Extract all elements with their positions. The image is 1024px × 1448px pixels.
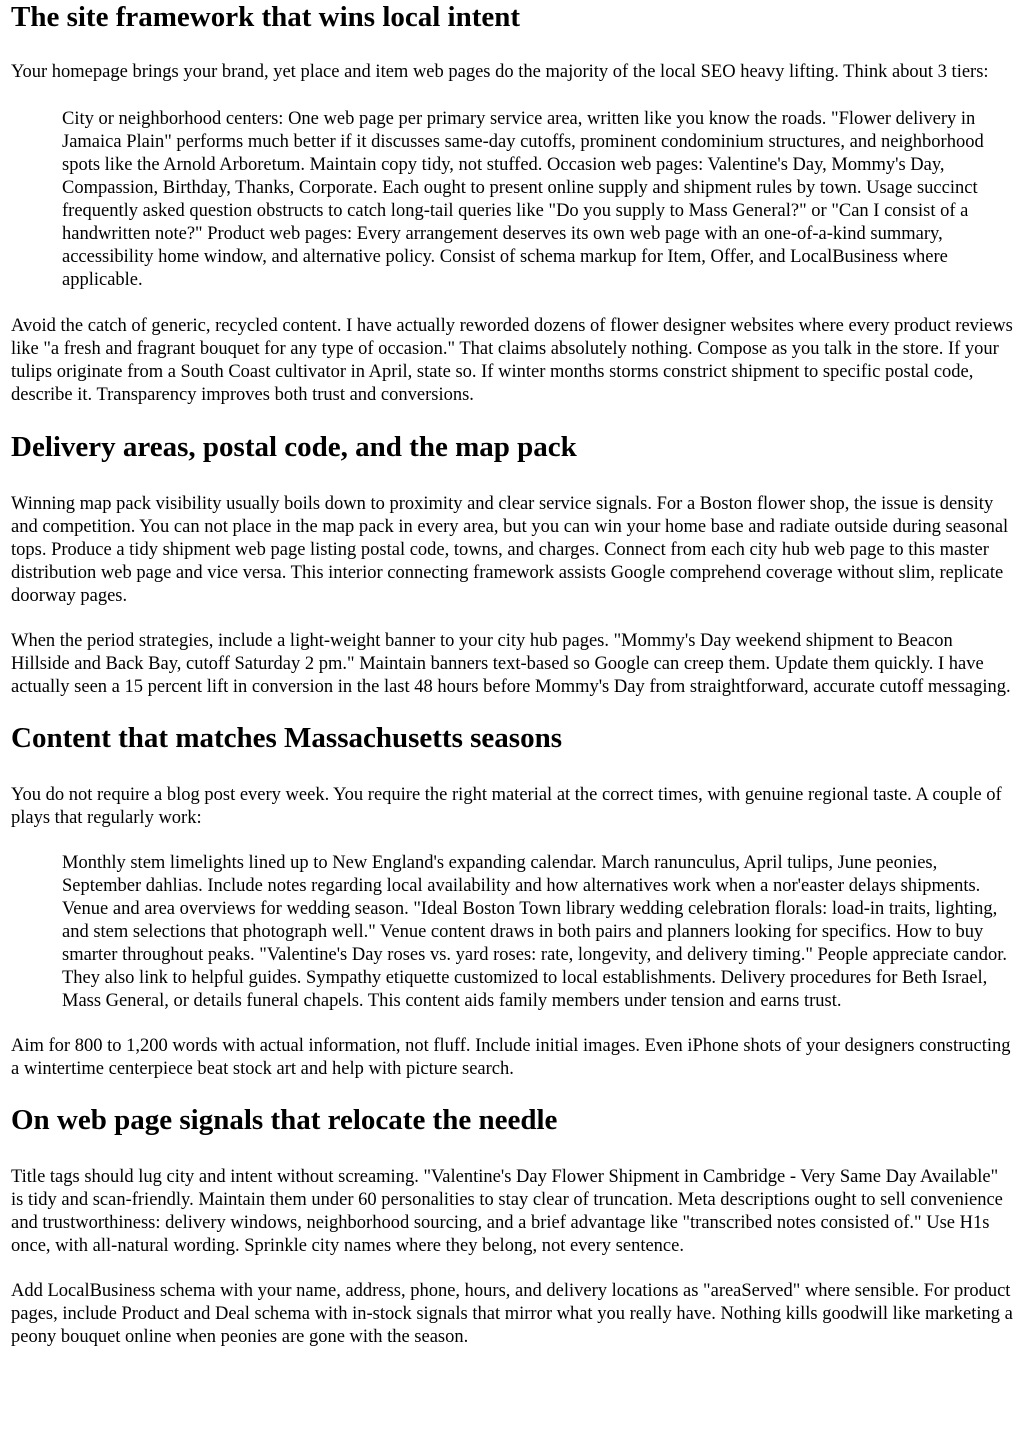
paragraph-schema: Add LocalBusiness schema with your name, address, phone, hours, and delivery locations as "areaServed" where sensible. For product pages, include Product and Deal schema with in-stock signals that mirror what you really have. Nothing kills goodwill like marketing a peony bouquet online when peonies are gone with the season. (11, 1281, 1013, 1347)
paragraph-map-pack: Winning map pack visibility usually boils down to proximity and clear service signals. For a Boston flower shop, the issue is density and competition. You can not place in the map pack in every area, but you can win your home base and radiate outside during seasonal tops. Produce a tidy shipment web page listing postal code, towns, and charges. Connect from each city hub web page to this master distribution web page and vice versa. This interior connecting framework assists Google comprehend coverage without slim, replicate doorway pages. (11, 494, 1009, 606)
section-heading-site-framework: The site framework that wins local intent (11, 1, 521, 33)
paragraph-word-count: Aim for 800 to 1,200 words with actual information, not fluff. Include initial images. Even iPhone shots of your designers constructing a wintertime centerpiece beat stock art and help with picture search. (11, 1036, 1011, 1079)
blockquote-site-tiers: City or neighborhood centers: One web page per primary service area, written like you know the roads. "Flower delivery in Jamaica Plain" performs much better if it discusses same-day cutoffs, prominent condominium structures, and neighborhood spots like the Arnold Arboretum. Maintain copy tidy, not stuffed. Occasion web pages: Valentine's Day, Mommy's Day, Compassion, Birthday, Thanks, Corporate. Each ought to present online supply and shipment rules by town. Usage succinct frequently asked question obstructs to catch long-tail queries like "Do you supply to Mass General?" or "Can I consist of a handwritten note?" Product web pages: Every arrangement deserves its own web page with an one-of-a-kind summary, accessibility home window, and alternative policy. Consist of schema markup for Item, Offer, and LocalBusiness where applicable. (62, 109, 984, 290)
section-heading-delivery-areas: Delivery areas, postal code, and the map pack (11, 431, 577, 463)
paragraph-generic-content: Avoid the catch of generic, recycled content. I have actually reworded dozens of flower designer websites where every product reviews like "a fresh and fragrant bouquet for any type of occasion." That claims absolutely nothing. Compose as you talk in the store. If your tulips originate from a South Coast cultivator in April, state so. If winter months storms constrict shipment to specific postal code, describe it. Transparency improves both trust and conversions. (11, 316, 1013, 405)
section-heading-seasonal-content: Content that matches Massachusetts seasons (11, 722, 562, 754)
blockquote-content-plays: Monthly stem limelights lined up to New England's expanding calendar. March ranunculus, April tulips, June peonies, September dahlias. Include notes regarding local availability and how alternatives work when a nor'easter delays shipments. Venue and area overviews for wedding season. "Ideal Boston Town library wedding celebration florals: load-in traits, lighting, and stem selections that photograph well." Venue content draws in both pairs and planners looking for specifics. How to buy smarter throughout peaks. "Valentine's Day roses vs. yard roses: rate, longevity, and delivery timing." People appreciate candor. They also link to helpful guides. Sympathy etiquette customized to local establishments. Delivery procedures for Beth Israel, Mass General, or details funeral chapels. This content aids family members under tension and earns trust. (62, 853, 1008, 1011)
paragraph-seasonal-banner: When the period strategies, include a light-weight banner to your city hub pages. "Mommy's Day weekend shipment to Beacon Hillside and Back Bay, cutoff Saturday 2 pm." Maintain banners text-based so Google can creep them. Update them quickly. I have actually seen a 15 percent lift in conversion in the last 48 hours before Mommy's Day from straightforward, accurate cutoff messaging. (11, 631, 1011, 697)
paragraph-seasonal-intro: You do not require a blog post every week. You require the right material at the correct times, with genuine regional taste. A couple of plays that regularly work: (11, 785, 1002, 828)
paragraph-site-framework-intro: Your homepage brings your brand, yet place and item web pages do the majority of the local SEO heavy lifting. Think about 3 tiers: (11, 62, 989, 82)
paragraph-title-tags: Title tags should lug city and intent without screaming. "Valentine's Day Flower Shipment in Cambridge - Very Same Day Available" is tidy and scan-friendly. Maintain them under 60 personalities to stay clear of truncation. Meta descriptions ought to sell convenience and trustworthiness: delivery windows, neighborhood sourcing, and a brief advantage like "transcribed notes consisted of." Use H1s once, with all-natural wording. Sprinkle city names where they belong, not every sentence. (11, 1167, 1003, 1256)
section-heading-on-page-signals: On web page signals that relocate the needle (11, 1104, 558, 1136)
